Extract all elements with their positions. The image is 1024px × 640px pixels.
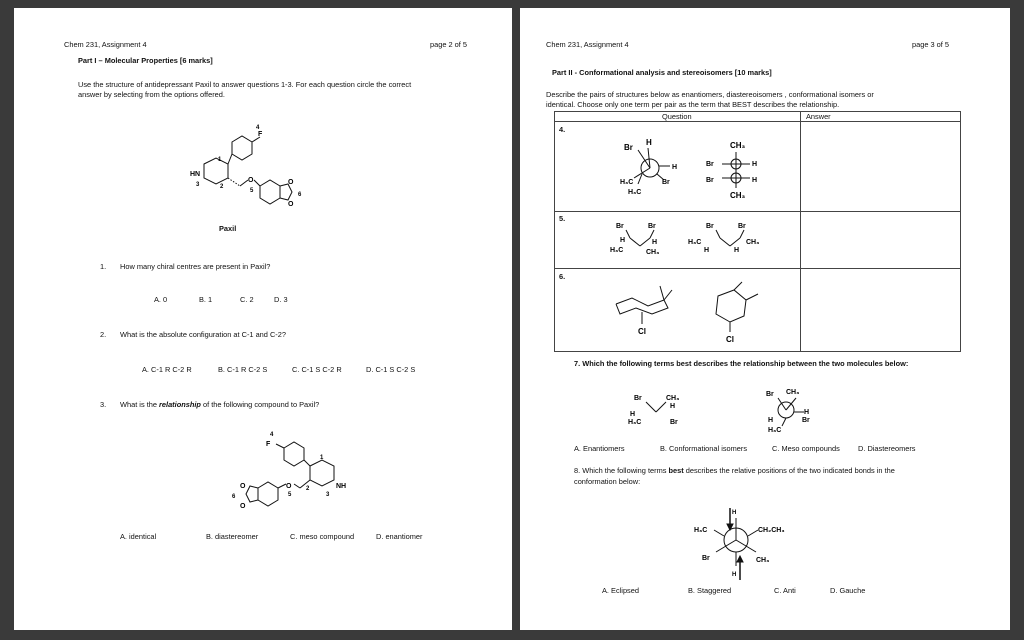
q2-number: 2. — [100, 330, 107, 339]
q2-option-b[interactable]: B. C-1 R C-2 S — [218, 365, 268, 374]
h-label: H — [704, 247, 710, 254]
q7-option-c[interactable]: C. Meso compounds — [772, 444, 840, 453]
locant-5: 5 — [250, 188, 254, 194]
amine-label: HN — [190, 171, 201, 178]
br-label: Br — [624, 143, 633, 152]
ethyl-label: CH₂CH₃ — [758, 527, 785, 534]
section-title: Part I – Molecular Properties [6 marks] — [78, 56, 213, 65]
q7-structures — [626, 382, 826, 438]
locant-1: 1 — [218, 157, 222, 163]
locant-5: 5 — [288, 492, 292, 498]
oxygen-label: O — [288, 201, 294, 208]
q3-text: What is the relationship of the following compound to Paxil? — [120, 400, 320, 409]
row-label-6: 6. — [559, 272, 566, 281]
q2-option-a[interactable]: A. C-1 R C-2 R — [142, 365, 192, 374]
intro-line-1: Describe the pairs of structures below as enantiomers, diastereoisomers , conformational isomers or — [546, 90, 874, 99]
h-label: H — [752, 177, 758, 184]
intro-line-1: Use the structure of antidepressant Paxil to answer questions 1-3. For each question circle the correct — [78, 80, 412, 89]
page-number: page 2 of 5 — [430, 40, 467, 49]
paxil-structure — [174, 120, 334, 220]
amine-label: NH — [336, 483, 347, 490]
q2-option-d[interactable]: D. C-1 S C-2 S — [366, 365, 416, 374]
locant-3: 3 — [196, 182, 200, 188]
methyl-label: CH₃ — [746, 239, 760, 246]
methyl-label: H₃C — [768, 427, 782, 434]
br-label: Br — [706, 161, 714, 168]
section-title: Part II - Conformational analysis and stereoisomers [10 marks] — [552, 68, 772, 77]
q8-option-b[interactable]: B. Staggered — [688, 586, 732, 595]
q3-option-a[interactable]: A. identical — [120, 532, 157, 541]
q1-number: 1. — [100, 262, 107, 271]
q1-option-c[interactable]: C. 2 — [240, 295, 254, 304]
methyl-label: CH₃ — [730, 141, 746, 150]
table-header-answer: Answer — [806, 112, 831, 121]
q3-structure — [214, 426, 364, 526]
br-label: Br — [616, 223, 624, 230]
locant-2: 2 — [220, 184, 224, 190]
q7-option-a[interactable]: A. Enantiomers — [574, 444, 625, 453]
locant-4: 4 — [270, 432, 274, 438]
h-label: H — [672, 164, 678, 171]
oxygen-label: O — [240, 483, 246, 490]
q8-text-line-1: 8. Which the following terms best describes the relative positions of the two indicated bonds in the — [574, 466, 895, 475]
q6-structures — [606, 280, 776, 346]
locant-2: 2 — [306, 486, 310, 492]
methyl-label: H₃C — [694, 527, 708, 534]
q1-option-a[interactable]: A. 0 — [154, 295, 168, 304]
h-label: H — [620, 237, 626, 244]
h-label: H — [630, 411, 636, 418]
h-label: H — [734, 247, 740, 254]
q1-option-d[interactable]: D. 3 — [274, 295, 288, 304]
oxygen-label: O — [248, 177, 254, 184]
q7-option-b[interactable]: B. Conformational isomers — [660, 444, 748, 453]
methyl-label: H₃C — [688, 239, 702, 246]
row-label-4: 4. — [559, 125, 566, 134]
methyl-label: H₃C — [610, 247, 624, 254]
h-label: H — [646, 138, 652, 147]
oxygen-label: O — [240, 503, 246, 510]
locant-4: 4 — [256, 125, 260, 131]
locant-6: 6 — [298, 192, 302, 198]
oxygen-label: O — [286, 483, 292, 490]
q8-option-c[interactable]: C. Anti — [774, 586, 796, 595]
q2-text: What is the absolute configuration at C-1 and C-2? — [120, 330, 286, 339]
chloro-label: Cl — [726, 335, 734, 344]
br-label: Br — [702, 555, 710, 562]
locant-6: 6 — [232, 494, 236, 500]
chloro-label: Cl — [638, 327, 646, 336]
q8-option-a[interactable]: A. Eclipsed — [602, 586, 639, 595]
methyl-label: H₃C — [620, 179, 634, 186]
methyl-label: CH₃ — [730, 191, 746, 200]
methyl-label: CH₃ — [666, 395, 680, 402]
q3-number: 3. — [100, 400, 107, 409]
q3-option-c[interactable]: C. meso compound — [290, 532, 355, 541]
q1-text: How many chiral centres are present in Paxil? — [120, 262, 271, 271]
q8-newman-projection — [680, 496, 820, 582]
h-label: H — [752, 161, 758, 168]
q2-option-c[interactable]: C. C-1 S C-2 R — [292, 365, 342, 374]
methyl-label: H₃C — [628, 189, 642, 196]
molecule-name: Paxil — [219, 224, 237, 233]
row-label-5: 5. — [559, 214, 566, 223]
table-header-question: Question — [662, 112, 692, 121]
page-3 — [520, 8, 1010, 630]
h-label: H — [652, 239, 658, 246]
q7-option-d[interactable]: D. Diastereomers — [858, 444, 916, 453]
intro-line-2: identical. Choose only one term per pair as the term that BEST describes the relationship. — [546, 100, 840, 109]
locant-1: 1 — [320, 455, 324, 461]
methyl-label: CH₃ — [786, 389, 800, 396]
q3-option-b[interactable]: B. diastereomer — [206, 532, 259, 541]
br-label: Br — [706, 177, 714, 184]
h-label: H — [768, 417, 774, 424]
oxygen-label: O — [288, 179, 294, 186]
h-label: H — [670, 403, 676, 410]
br-label: Br — [648, 223, 656, 230]
course-header: Chem 231, Assignment 4 — [546, 40, 629, 49]
br-label: Br — [662, 179, 670, 186]
q7-text: 7. Which the following terms best describes the relationship between the two molecules below: — [574, 359, 909, 368]
fluoro-label: F — [266, 441, 271, 448]
br-label: Br — [670, 419, 678, 426]
intro-line-2: answer by selecting from the options offered. — [78, 90, 225, 99]
br-label: Br — [634, 395, 642, 402]
q1-option-b[interactable]: B. 1 — [199, 295, 213, 304]
q8-option-d[interactable]: D. Gauche — [830, 586, 866, 595]
h-label: H — [732, 572, 737, 578]
br-label: Br — [802, 417, 810, 424]
methyl-label: H₃C — [628, 419, 642, 426]
course-header: Chem 231, Assignment 4 — [64, 40, 147, 49]
locant-3: 3 — [326, 492, 330, 498]
h-label: H — [732, 510, 737, 516]
fluoro-label: F — [258, 131, 263, 138]
methyl-label: CH₃ — [756, 557, 770, 564]
br-label: Br — [738, 223, 746, 230]
br-label: Br — [766, 391, 774, 398]
q4-structures — [590, 128, 790, 208]
page-2 — [14, 8, 512, 630]
br-label: Br — [706, 223, 714, 230]
q5-structures — [600, 216, 790, 266]
methyl-label: CH₃ — [646, 249, 660, 256]
page-number: page 3 of 5 — [912, 40, 949, 49]
q3-option-d[interactable]: D. enantiomer — [376, 532, 423, 541]
q8-text-line-2: conformation below: — [574, 477, 641, 486]
h-label: H — [804, 409, 810, 416]
